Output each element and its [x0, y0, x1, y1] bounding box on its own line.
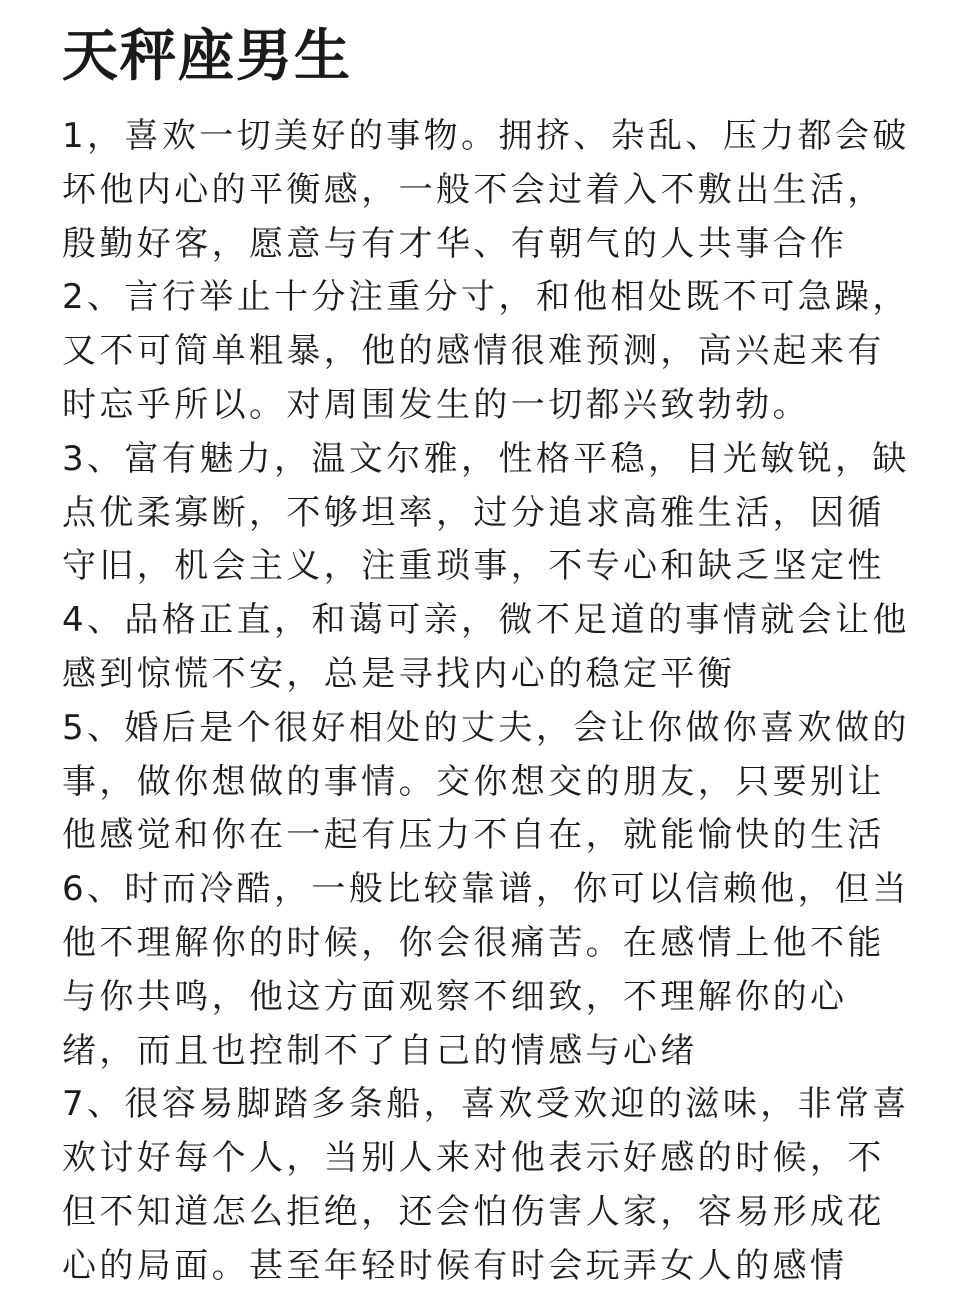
text-line: 6、时而冷酷，一般比较靠谱，你可以信赖他，但当 — [62, 869, 910, 910]
text-line: 4、品格正直，和蔼可亲，微不足道的事情就会让他 — [62, 600, 910, 641]
text-line: 3、富有魅力，温文尔雅，性格平稳，目光敏锐，缺 — [62, 438, 910, 479]
text-line: 守旧，机会主义，注重琐事，不专心和缺乏坚定性 — [62, 546, 885, 587]
text-line: 7、很容易脚踏多条船，喜欢受欢迎的滋味，非常喜 — [62, 1084, 910, 1125]
text-line: 2、言行举止十分注重分寸，和他相处既不可急躁， — [62, 277, 910, 318]
text-line: 他感觉和你在一起有压力不自在，就能愉快的生活 — [62, 815, 885, 856]
text-line: 心的局面。甚至年轻时候有时会玩弄女人的感情 — [62, 1245, 848, 1286]
text-line: 1，喜欢一切美好的事物。拥挤、杂乱、压力都会破 — [62, 116, 910, 156]
text-line: 欢讨好每个人，当别人来对他表示好感的时候，不 — [62, 1138, 885, 1179]
text-line: 他不理解你的时候，你会很痛苦。在感情上他不能 — [62, 922, 885, 963]
text-line: 时忘乎所以。对周围发生的一切都兴致勃勃。 — [62, 384, 810, 425]
text-line: 点优柔寡断，不够坦率，过分追求高雅生活，因循 — [62, 492, 885, 533]
text-line: 绪，而且也控制不了自己的情感与心绪 — [62, 1030, 698, 1071]
text-line: 事，做你想做的事情。交你想交的朋友，只要别让 — [62, 761, 885, 802]
text-line: 感到惊慌不安，总是寻找内心的稳定平衡 — [62, 653, 736, 694]
text-line: 殷勤好客，愿意与有才华、有朝气的人共事合作 — [62, 223, 848, 264]
page-title: 天秤座男生 — [62, 24, 352, 89]
body-text — [62, 110, 942, 1294]
text-line: 坏他内心的平衡感，一般不会过着入不敷出生活， — [62, 169, 885, 210]
text-line: 但不知道怎么拒绝，还会怕伤害人家，容易形成花 — [62, 1191, 885, 1232]
text-line: 5、婚后是个很好相处的丈夫，会让你做你喜欢做的 — [62, 707, 910, 748]
text-line: 又不可简单粗暴，他的感情很难预测，高兴起来有 — [62, 331, 885, 372]
text-line: 与你共鸣，他这方面观察不细致，不理解你的心 — [62, 976, 848, 1017]
